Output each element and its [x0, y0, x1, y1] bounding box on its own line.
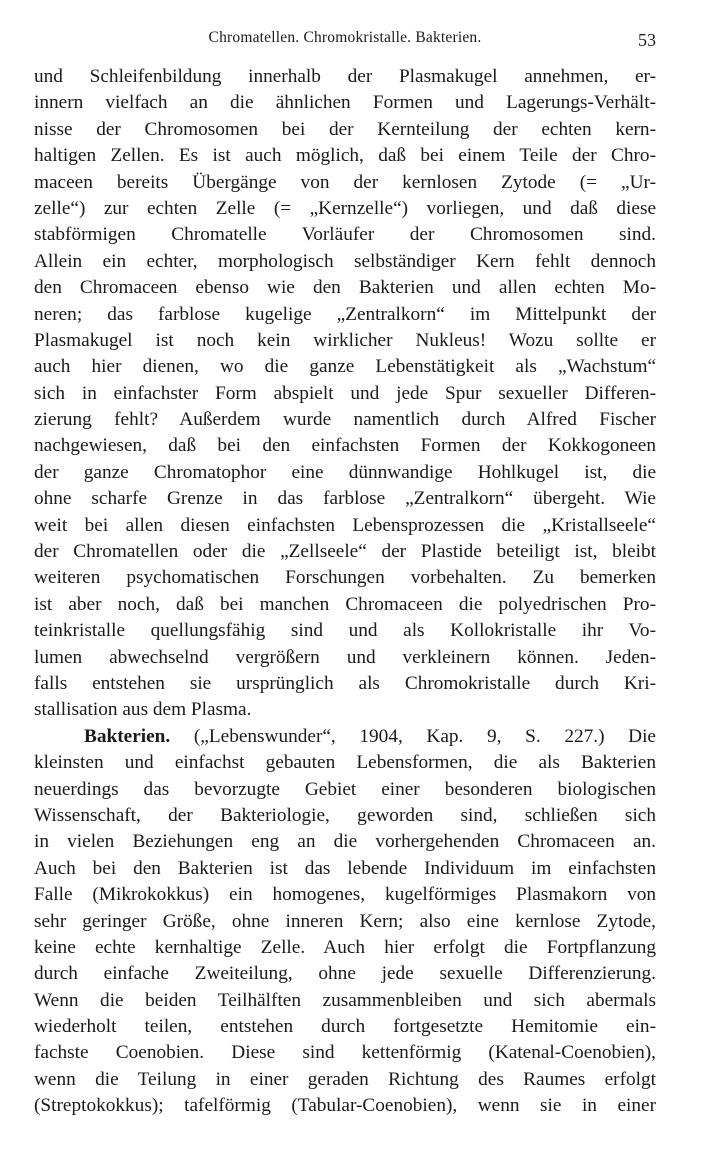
text-line: innern vielfach an die ähnlichen Formen und Lagerungs-Verhält- — [34, 92, 656, 114]
text-line: nachgewiesen, daß bei den einfachsten Formen der Kokkogoneen — [34, 435, 656, 457]
text-line: zelle“) zur echten Zelle (= „Kernzelle“) vorliegen, und daß diese — [34, 197, 656, 219]
text-line: der Chromatellen oder die „Zellseele“ der Plastide beteiligt ist, bleibt — [34, 541, 656, 563]
text-line: Allein ein echter, morphologisch selbständiger Kern fehlt dennoch — [34, 250, 656, 272]
text-line: keine echte kernhaltige Zelle. Auch hier erfolgt die Fortpflanzung — [34, 936, 656, 958]
text-line: weiteren psychomatischen Forschungen vorbehalten. Zu bemerken — [34, 567, 656, 589]
text-line: teinkristalle quellungsfähig sind und als Kollokristalle ihr Vo- — [34, 620, 656, 642]
running-title: Chromatellen. Chromokristalle. Bakterien. — [208, 29, 482, 46]
text-line: auch hier dienen, wo die ganze Lebenstätigkeit als „Wachstum“ — [34, 356, 656, 378]
page-number: 53 — [638, 30, 656, 50]
section-heading: Bakterien. — [84, 725, 171, 747]
text-line: weit bei allen diesen einfachsten Lebensprozessen die „Kristallseele“ — [34, 514, 656, 536]
text-line: ist aber noch, daß bei manchen Chromaceen die polyedrischen Pro- — [34, 593, 656, 615]
text-line: lumen abwechselnd vergrößern und verkleinern können. Jeden- — [34, 646, 656, 668]
text-line: in vielen Beziehungen eng an die vorhergehenden Chromaceen an. — [34, 831, 656, 853]
text-line: durch einfache Zweiteilung, ohne jede sexuelle Differenzierung. — [34, 963, 656, 985]
text-line: neuerdings das bevorzugte Gebiet einer besonderen biologischen — [34, 778, 656, 800]
text-line: nisse der Chromosomen bei der Kernteilung der echten kern- — [34, 118, 656, 140]
text-line: Auch bei den Bakterien ist das lebende Individuum im einfachsten — [34, 857, 656, 879]
text-line: den Chromaceen ebenso wie den Bakterien und allen echten Mo- — [34, 277, 656, 299]
section-heading-rest: („Lebenswunder“, 1904, Kap. 9, S. 227.) Die — [193, 725, 656, 747]
text-line: falls entstehen sie ursprünglich als Chromokristalle durch Kri- — [34, 672, 656, 694]
text-line: haltigen Zellen. Es ist auch möglich, daß bei einem Teile der Chro- — [34, 145, 656, 167]
text-line: fachste Coenobien. Diese sind kettenförmig (Katenal-Coenobien), — [34, 1042, 656, 1064]
text-line: (Streptokokkus); tafelförmig (Tabular-Coenobien), wenn sie in einer — [34, 1095, 656, 1117]
text-line: der ganze Chromatophor eine dünnwandige Hohlkugel ist, die — [34, 461, 656, 483]
section-heading-line — [34, 724, 656, 750]
text-line: maceen bereits Übergänge von der kernlosen Zytode (= „Ur- — [34, 171, 656, 193]
text-line: Plasmakugel ist noch kein wirklicher Nukleus! Wozu sollte er — [34, 329, 656, 351]
text-line: stabförmigen Chromatelle Vorläufer der Chromosomen sind. — [34, 224, 656, 246]
book-page — [34, 0, 656, 1170]
text-line: Wissenschaft, der Bakteriologie, geworden sind, schließen sich — [34, 804, 656, 826]
text-line: wiederholt teilen, entstehen durch fortgesetzte Hemitomie ein- — [34, 1016, 656, 1038]
text-line: wenn die Teilung in einer geraden Richtung des Raumes erfolgt — [34, 1068, 656, 1090]
text-line: und Schleifenbildung innerhalb der Plasmakugel annehmen, er- — [34, 66, 656, 87]
text-line: kleinsten und einfachst gebauten Lebensformen, die als Bakterien — [34, 752, 656, 774]
text-line: ohne scharfe Grenze in das farblose „Zentralkorn“ übergeht. Wie — [34, 488, 656, 510]
text-line: neren; das farblose kugelige „Zentralkorn“ im Mittelpunkt der — [34, 303, 656, 325]
running-head — [34, 29, 656, 57]
text-line: sehr geringer Größe, ohne inneren Kern; also eine kernlose Zytode, — [34, 910, 656, 932]
text-line: zierung fehlt? Außerdem wurde namentlich durch Alfred Fischer — [34, 409, 656, 431]
text-line: Falle (Mikrokokkus) ein homogenes, kugelförmiges Plasmakorn von — [34, 884, 656, 906]
text-line: Wenn die beiden Teilhälften zusammenbleiben und sich abermals — [34, 989, 656, 1011]
text-line: stallisation aus dem Plasma. — [34, 699, 252, 721]
body-text — [34, 64, 656, 1120]
text-line: sich in einfachster Form abspielt und jede Spur sexueller Differen- — [34, 382, 656, 404]
